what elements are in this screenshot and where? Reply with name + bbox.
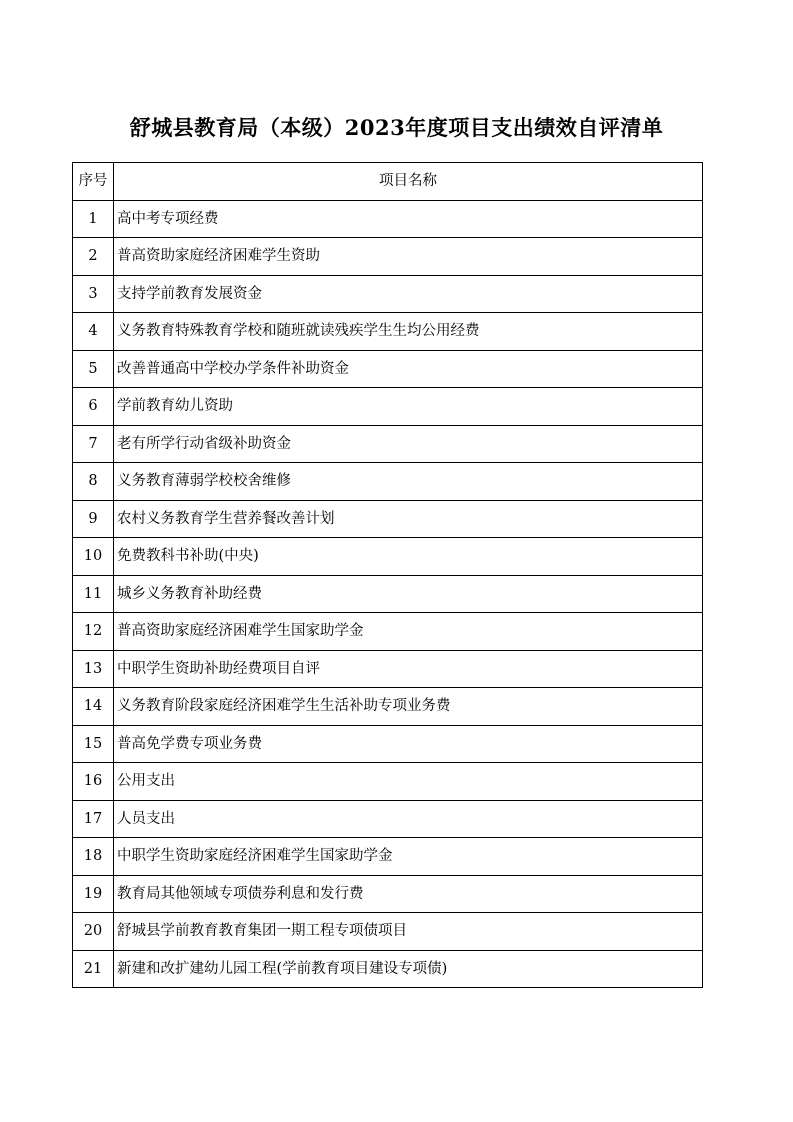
row-project-name: 义务教育阶段家庭经济困难学生生活补助专项业务费 xyxy=(114,688,703,726)
table-row xyxy=(73,800,703,838)
row-serial-number: 3 xyxy=(73,275,114,313)
row-project-name: 普高资助家庭经济困难学生资助 xyxy=(114,238,703,276)
row-project-name: 义务教育特殊教育学校和随班就读残疾学生生均公用经费 xyxy=(114,313,703,351)
row-serial-number: 1 xyxy=(73,200,114,238)
row-project-name: 舒城县学前教育教育集团一期工程专项债项目 xyxy=(114,913,703,951)
table-row xyxy=(73,688,703,726)
header-project-name: 项目名称 xyxy=(114,163,703,201)
row-serial-number: 5 xyxy=(73,350,114,388)
table-row xyxy=(73,875,703,913)
header-serial-number: 序号 xyxy=(73,163,114,201)
row-serial-number: 18 xyxy=(73,838,114,876)
row-serial-number: 16 xyxy=(73,763,114,801)
row-project-name: 中职学生资助补助经费项目自评 xyxy=(114,650,703,688)
row-serial-number: 4 xyxy=(73,313,114,351)
table-row xyxy=(73,725,703,763)
table-row xyxy=(73,838,703,876)
page-title: 舒城县教育局（本级）2023年度项目支出绩效自评清单 xyxy=(129,115,664,140)
row-project-name: 免费教科书补助(中央) xyxy=(114,538,703,576)
table-header-row xyxy=(73,163,703,201)
row-serial-number: 15 xyxy=(73,725,114,763)
row-project-name: 义务教育薄弱学校校舍维修 xyxy=(114,463,703,501)
table-row xyxy=(73,913,703,951)
row-serial-number: 19 xyxy=(73,875,114,913)
row-serial-number: 10 xyxy=(73,538,114,576)
table-row xyxy=(73,313,703,351)
table-row xyxy=(73,763,703,801)
row-project-name: 高中考专项经费 xyxy=(114,200,703,238)
row-project-name: 老有所学行动省级补助资金 xyxy=(114,425,703,463)
row-project-name: 改善普通高中学校办学条件补助资金 xyxy=(114,350,703,388)
row-project-name: 人员支出 xyxy=(114,800,703,838)
table-row xyxy=(73,538,703,576)
row-project-name: 城乡义务教育补助经费 xyxy=(114,575,703,613)
row-serial-number: 20 xyxy=(73,913,114,951)
row-serial-number: 9 xyxy=(73,500,114,538)
table-row xyxy=(73,613,703,651)
table-row xyxy=(73,575,703,613)
row-serial-number: 21 xyxy=(73,950,114,988)
row-project-name: 新建和改扩建幼儿园工程(学前教育项目建设专项债) xyxy=(114,950,703,988)
table-row xyxy=(73,650,703,688)
table-row xyxy=(73,500,703,538)
row-project-name: 普高免学费专项业务费 xyxy=(114,725,703,763)
table-row xyxy=(73,388,703,426)
row-serial-number: 14 xyxy=(73,688,114,726)
table-row xyxy=(73,200,703,238)
row-project-name: 学前教育幼儿资助 xyxy=(114,388,703,426)
table-row xyxy=(73,238,703,276)
table-body xyxy=(73,200,703,988)
row-serial-number: 11 xyxy=(73,575,114,613)
table-row xyxy=(73,350,703,388)
table-row xyxy=(73,463,703,501)
table-row xyxy=(73,425,703,463)
row-serial-number: 6 xyxy=(73,388,114,426)
row-serial-number: 2 xyxy=(73,238,114,276)
table-row xyxy=(73,275,703,313)
row-serial-number: 12 xyxy=(73,613,114,651)
row-serial-number: 7 xyxy=(73,425,114,463)
row-serial-number: 17 xyxy=(73,800,114,838)
table-row xyxy=(73,950,703,988)
row-serial-number: 13 xyxy=(73,650,114,688)
row-project-name: 中职学生资助家庭经济困难学生国家助学金 xyxy=(114,838,703,876)
project-list-table xyxy=(72,162,703,988)
row-serial-number: 8 xyxy=(73,463,114,501)
row-project-name: 普高资助家庭经济困难学生国家助学金 xyxy=(114,613,703,651)
row-project-name: 农村义务教育学生营养餐改善计划 xyxy=(114,500,703,538)
row-project-name: 支持学前教育发展资金 xyxy=(114,275,703,313)
row-project-name: 公用支出 xyxy=(114,763,703,801)
row-project-name: 教育局其他领域专项债券利息和发行费 xyxy=(114,875,703,913)
